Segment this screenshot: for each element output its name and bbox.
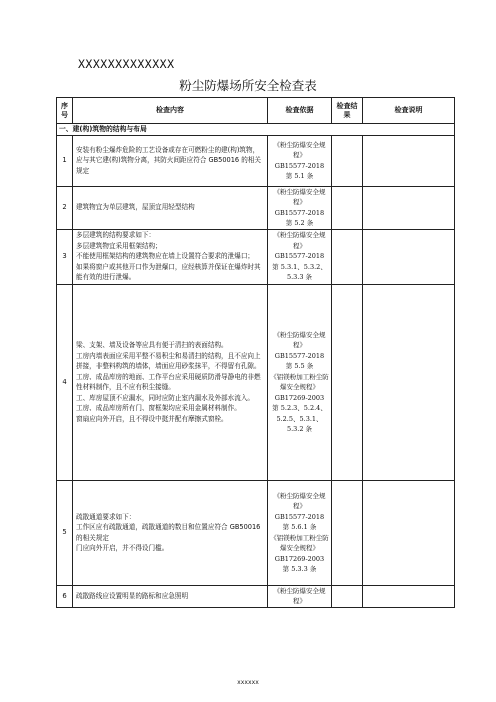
check-note-cell[interactable] bbox=[363, 229, 455, 284]
check-content-cell bbox=[73, 284, 268, 480]
row-number: 5 bbox=[57, 480, 73, 585]
row-number: 1 bbox=[57, 135, 73, 186]
check-basis-line: 《粉尘防爆安全规程》 bbox=[273, 140, 326, 159]
check-basis-cell bbox=[268, 585, 332, 607]
check-basis-cell bbox=[268, 229, 332, 284]
header-basis: 检查依据 bbox=[268, 98, 332, 124]
check-content-line: 如果将窗户或其他开口作为泄爆口，应经核算并保证在爆炸时其能有效的进行泄爆。 bbox=[76, 262, 261, 282]
check-basis-cell bbox=[268, 186, 332, 229]
section-heading: 一、建(构)筑物的结构与布局 bbox=[57, 124, 455, 136]
check-basis-line: GB15577-2018 bbox=[274, 208, 325, 217]
check-basis-line: 《铝镁粉加工粉尘防爆安全规程》 bbox=[270, 533, 329, 552]
check-content-line: 不能使用框架结构的建筑物应在墙上设置符合要求的泄爆口； bbox=[76, 252, 255, 261]
check-content-line: 工、库房屋顶不应漏水，同时应防止室内漏水及外部水流入。 bbox=[76, 393, 255, 402]
check-content-line: 窗扇应向外开启，且不得设中挺并配有摩擦式窗栓。 bbox=[76, 414, 228, 423]
check-basis-line: GB15577-2018 bbox=[274, 161, 325, 170]
check-content-cell bbox=[73, 585, 268, 607]
check-basis-line: GB15577-2018 bbox=[274, 252, 325, 261]
check-basis-cell bbox=[268, 135, 332, 186]
table-row bbox=[57, 585, 455, 607]
check-basis-line: GB17269-2003 bbox=[274, 393, 325, 402]
check-result-cell[interactable] bbox=[332, 284, 363, 480]
check-basis-line: 《粉尘防爆安全规程》 bbox=[273, 187, 326, 206]
check-content-cell bbox=[73, 186, 268, 229]
check-result-cell[interactable] bbox=[332, 585, 363, 607]
check-note-cell[interactable] bbox=[363, 284, 455, 480]
check-content-cell bbox=[73, 480, 268, 585]
table-row bbox=[57, 480, 455, 585]
check-basis-line: 《粉尘防爆安全规程》 bbox=[273, 491, 326, 510]
check-result-cell[interactable] bbox=[332, 229, 363, 284]
check-content-line: 工房、成品库房的地面、工作平台应采用硬质防滑导静电的非燃性材料制作，且不应有积尘接缝。 bbox=[76, 372, 261, 391]
check-basis-cell bbox=[268, 480, 332, 585]
check-content-line: 门应向外开启，并不得设门槛。 bbox=[76, 544, 169, 552]
check-content-line: 安装有粉尘爆炸危险的工艺设备或存在可燃粉尘的建(构)筑物，应与其它建(构)筑物分离，其防火间距应符合 GB50016 的相关规定 bbox=[76, 145, 262, 175]
check-basis-line: GB17269-2003 bbox=[274, 554, 325, 563]
check-content-line: 建筑物宜为单层建筑，屋顶宜用轻型结构 bbox=[76, 203, 195, 212]
check-content-cell bbox=[73, 135, 268, 186]
check-basis-line: 第 5.6.1 条 bbox=[282, 523, 317, 531]
table-row bbox=[57, 229, 455, 284]
table-row bbox=[57, 186, 455, 229]
row-number: 2 bbox=[57, 186, 73, 229]
check-basis-line: 第 5.3.1、5.3.2、5.3.3 条 bbox=[272, 262, 327, 282]
check-content-line: 梁、支架、墙及设备等应具有便于清扫的表面结构。 bbox=[76, 341, 228, 349]
company-name: XXXXXXXXXXXXX bbox=[78, 57, 175, 71]
check-content-line: 多层建筑物宜采用框架结构； bbox=[76, 241, 162, 250]
header-result: 检查结果 bbox=[332, 98, 363, 124]
check-content-line: 工作区应有疏散通道，疏散通道的数目和位置应符合 GB50016 的相关规定 bbox=[76, 523, 261, 542]
check-basis-line: 《铝镁粉加工粉尘防爆安全规程》 bbox=[270, 372, 329, 391]
table-header-row bbox=[57, 98, 455, 124]
check-basis-line: GB15577-2018 bbox=[274, 351, 325, 360]
check-basis-line: 《粉尘防爆安全规程》 bbox=[273, 330, 326, 349]
page-footer: xxxxxx bbox=[237, 679, 259, 686]
check-content-line: 多层建筑的结构要求如下： bbox=[76, 231, 156, 240]
row-number: 6 bbox=[57, 585, 73, 607]
check-basis-line: 第 5.5 条 bbox=[285, 362, 314, 370]
check-basis-line: 第 5.1 条 bbox=[285, 172, 314, 180]
check-note-cell[interactable] bbox=[363, 135, 455, 186]
check-basis-line: 第 5.3.3 条 bbox=[282, 565, 317, 573]
table-row bbox=[57, 135, 455, 186]
check-content-line: 疏散路线应设置明显的路标和应急照明 bbox=[76, 591, 189, 600]
row-number: 3 bbox=[57, 229, 73, 284]
header-no: 序号 bbox=[57, 98, 73, 124]
check-content-line: 疏散通道要求如下： bbox=[76, 512, 136, 521]
check-basis-cell bbox=[268, 284, 332, 480]
check-result-cell[interactable] bbox=[332, 186, 363, 229]
check-basis-line: 《粉尘防爆安全规程》 bbox=[273, 231, 326, 250]
check-result-cell[interactable] bbox=[332, 135, 363, 186]
check-basis-line: 第 5.2 条 bbox=[285, 219, 314, 227]
check-basis-line: 第 5.2.3、5.2.4、5.2.5、5.3.1、5.3.2 条 bbox=[272, 404, 327, 433]
check-basis-line: 《粉尘防爆安全规程》 bbox=[273, 586, 326, 605]
table-body bbox=[57, 124, 455, 608]
check-content-line: 工房内墙表面应采用平整不易积尘和易清扫的结构，且不应向上拼接，非整料构筑的墙体，墙面应用砂浆抹平，不得留有孔隙。 bbox=[76, 351, 261, 370]
check-result-cell[interactable] bbox=[332, 480, 363, 585]
check-note-cell[interactable] bbox=[363, 585, 455, 607]
table-row bbox=[57, 284, 455, 480]
check-note-cell[interactable] bbox=[363, 186, 455, 229]
row-number: 4 bbox=[57, 284, 73, 480]
document-title: 粉尘防爆场所安全检查表 bbox=[179, 78, 317, 93]
check-basis-line: GB15577-2018 bbox=[274, 512, 325, 521]
check-content-line: 工房、成品库房所有门、窗框架均应采用金属材料制作。 bbox=[76, 404, 241, 412]
header-note: 检查说明 bbox=[363, 98, 455, 124]
check-content-cell bbox=[73, 229, 268, 284]
header-content: 检查内容 bbox=[73, 98, 268, 124]
inspection-table bbox=[56, 97, 455, 608]
check-note-cell[interactable] bbox=[363, 480, 455, 585]
section-row bbox=[57, 124, 455, 136]
